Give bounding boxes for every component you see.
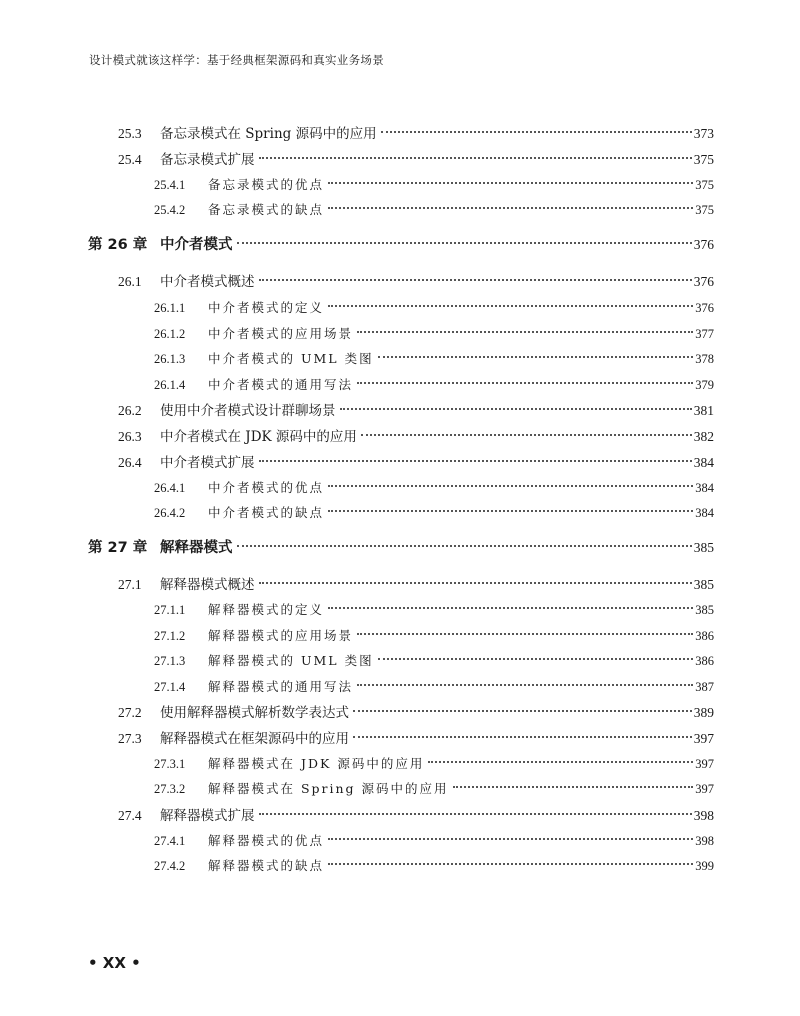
toc-entry-number: 第 27 章 xyxy=(88,540,148,556)
toc-entry-number: 27.3 xyxy=(118,731,142,746)
toc-entry-number: 27.3.1 xyxy=(154,757,186,771)
dot-leader xyxy=(328,485,693,487)
toc-entry[interactable] xyxy=(118,401,714,421)
toc-entry[interactable] xyxy=(118,427,714,447)
toc-entry[interactable] xyxy=(154,677,714,697)
dot-leader xyxy=(328,305,693,307)
toc-entry-number: 26.1 xyxy=(118,274,142,289)
dot-leader xyxy=(357,382,693,384)
toc-entry-number: 27.1.1 xyxy=(154,603,186,617)
toc-entry-title: 中介者模式扩展 xyxy=(160,455,255,471)
toc-entry-title: 解释器模式的定义 xyxy=(208,602,325,617)
running-header: 设计模式就该这样学：基于经典框架源码和真实业务场景 xyxy=(89,53,384,67)
toc-entry-page: 385 xyxy=(695,603,714,617)
toc-entry-page: 384 xyxy=(695,506,714,520)
toc-entry-page: 378 xyxy=(695,352,714,366)
toc-entry-page: 384 xyxy=(695,481,714,495)
toc-entry-number: 26.1.4 xyxy=(154,378,186,392)
toc-entry-page: 379 xyxy=(695,378,714,392)
toc-entry-title: 中介者模式的缺点 xyxy=(208,505,325,520)
dot-leader xyxy=(378,658,694,660)
toc-entry-number: 26.1.3 xyxy=(154,352,186,366)
toc-entry-page: 377 xyxy=(695,327,714,341)
page-number: • XX • xyxy=(88,954,141,972)
toc-entry-title: 中介者模式在 JDK 源码中的应用 xyxy=(160,429,357,445)
toc-entry-title: 解释器模式在框架源码中的应用 xyxy=(160,731,349,747)
toc-entry-number: 27.3.2 xyxy=(154,782,186,796)
toc-entry-title: 中介者模式的 UML 类图 xyxy=(208,351,374,366)
toc-entry[interactable] xyxy=(154,779,714,799)
dot-leader xyxy=(259,813,692,815)
dot-leader xyxy=(353,736,692,738)
toc-entry-title: 解释器模式的 UML 类图 xyxy=(208,653,374,668)
toc-entry-number: 26.4.1 xyxy=(154,481,186,495)
dot-leader xyxy=(353,710,692,712)
dot-leader xyxy=(259,279,692,281)
toc-entry-title: 中介者模式的定义 xyxy=(208,300,325,315)
toc-chapter-entry[interactable] xyxy=(88,235,714,255)
toc-entry-page: 398 xyxy=(693,808,714,823)
toc-entry-number: 27.1.2 xyxy=(154,629,186,643)
toc-entry[interactable] xyxy=(154,349,714,369)
toc-entry[interactable] xyxy=(154,600,714,620)
toc-entry-title: 中介者模式 xyxy=(160,237,233,253)
toc-entry[interactable] xyxy=(118,703,714,723)
toc-entry-number: 27.4.1 xyxy=(154,834,186,848)
toc-entry-number: 25.4.1 xyxy=(154,178,186,192)
toc-entry[interactable] xyxy=(154,503,714,523)
toc-entry-number: 25.4 xyxy=(118,152,142,167)
toc-entry[interactable] xyxy=(154,200,714,220)
toc-entry-title: 备忘录模式扩展 xyxy=(160,152,255,168)
toc-entry[interactable] xyxy=(118,150,714,170)
toc-entry-title: 解释器模式 xyxy=(160,540,233,556)
dot-leader xyxy=(453,786,694,788)
toc-chapter-entry[interactable] xyxy=(88,538,714,558)
toc-entry[interactable] xyxy=(154,175,714,195)
toc-entry[interactable] xyxy=(154,651,714,671)
toc-entry[interactable] xyxy=(154,626,714,646)
toc-entry-number: 26.1.2 xyxy=(154,327,186,341)
toc-entry[interactable] xyxy=(118,124,714,144)
toc-entry[interactable] xyxy=(154,478,714,498)
dot-leader xyxy=(328,182,693,184)
dot-leader xyxy=(259,157,692,159)
toc-entry-title: 中介者模式的应用场景 xyxy=(208,326,354,341)
toc-entry-page: 384 xyxy=(693,455,714,470)
toc-entry-page: 397 xyxy=(693,731,714,746)
toc-entry-page: 387 xyxy=(695,680,714,694)
toc-entry-title: 中介者模式概述 xyxy=(160,274,255,290)
toc-entry[interactable] xyxy=(154,298,714,318)
toc-entry-page: 397 xyxy=(695,782,714,796)
dot-leader xyxy=(237,545,692,547)
dot-leader xyxy=(328,607,693,609)
toc-entry-title: 解释器模式在 JDK 源码中的应用 xyxy=(208,756,425,771)
toc-entry-page: 376 xyxy=(693,274,714,289)
toc-entry[interactable] xyxy=(154,831,714,851)
toc-entry-title: 使用解释器模式解析数学表达式 xyxy=(160,705,349,721)
toc-entry-page: 385 xyxy=(693,540,714,555)
toc-entry-title: 中介者模式的优点 xyxy=(208,480,325,495)
toc-entry-page: 376 xyxy=(695,301,714,315)
toc-entry-number: 26.3 xyxy=(118,429,142,444)
toc-entry-title: 解释器模式在 Spring 源码中的应用 xyxy=(208,781,449,796)
dot-leader xyxy=(361,434,692,436)
toc-entry[interactable] xyxy=(118,272,714,292)
toc-entry-title: 中介者模式的通用写法 xyxy=(208,377,354,392)
toc-entry-page: 398 xyxy=(695,834,714,848)
toc-entry-number: 27.4 xyxy=(118,808,142,823)
dot-leader xyxy=(378,356,694,358)
toc-entry-title: 备忘录模式的缺点 xyxy=(208,202,325,217)
toc-entry[interactable] xyxy=(118,453,714,473)
dot-leader xyxy=(259,460,692,462)
toc-entry-number: 27.1.3 xyxy=(154,654,186,668)
toc-entry-page: 385 xyxy=(693,577,714,592)
dot-leader xyxy=(328,207,693,209)
toc-entry-page: 386 xyxy=(695,629,714,643)
toc-entry-page: 375 xyxy=(695,178,714,192)
toc-entry-title: 解释器模式的优点 xyxy=(208,833,325,848)
dot-leader xyxy=(357,633,693,635)
toc-entry-page: 386 xyxy=(695,654,714,668)
toc-entry-page: 375 xyxy=(693,152,714,167)
toc-entry[interactable] xyxy=(118,575,714,595)
dot-leader xyxy=(340,408,692,410)
toc-entry-page: 373 xyxy=(693,126,714,141)
toc-entry-title: 使用中介者模式设计群聊场景 xyxy=(160,403,336,419)
toc-entry-page: 375 xyxy=(695,203,714,217)
toc-entry-title: 解释器模式的通用写法 xyxy=(208,679,354,694)
toc-entry-page: 389 xyxy=(693,705,714,720)
toc-entry[interactable] xyxy=(118,806,714,826)
dot-leader xyxy=(259,582,692,584)
toc-entry[interactable] xyxy=(154,856,714,876)
toc-entry-page: 382 xyxy=(693,429,714,444)
dot-leader xyxy=(428,761,693,763)
toc-entry-number: 27.1.4 xyxy=(154,680,186,694)
dot-leader xyxy=(328,838,693,840)
toc-entry-title: 解释器模式扩展 xyxy=(160,808,255,824)
toc-entry-number: 25.4.2 xyxy=(154,203,186,217)
toc-entry[interactable] xyxy=(118,729,714,749)
toc-entry-page: 376 xyxy=(693,237,714,252)
toc-entry-number: 27.1 xyxy=(118,577,142,592)
toc-entry-number: 26.1.1 xyxy=(154,301,186,315)
toc-entry[interactable] xyxy=(154,324,714,344)
toc-entry-number: 第 26 章 xyxy=(88,237,148,253)
toc-entry[interactable] xyxy=(154,754,714,774)
toc-entry-number: 26.4 xyxy=(118,455,142,470)
dot-leader xyxy=(381,131,692,133)
dot-leader xyxy=(357,331,693,333)
dot-leader xyxy=(328,510,693,512)
toc-entry-page: 397 xyxy=(695,757,714,771)
toc-entry-title: 解释器模式的缺点 xyxy=(208,858,325,873)
toc-entry-title: 解释器模式的应用场景 xyxy=(208,628,354,643)
toc-entry-number: 25.3 xyxy=(118,126,142,141)
toc-entry[interactable] xyxy=(154,375,714,395)
dot-leader xyxy=(328,863,693,865)
toc-entry-page: 381 xyxy=(693,403,714,418)
toc-entry-number: 26.4.2 xyxy=(154,506,186,520)
dot-leader xyxy=(357,684,693,686)
toc-entry-number: 26.2 xyxy=(118,403,142,418)
toc-entry-number: 27.2 xyxy=(118,705,142,720)
dot-leader xyxy=(237,242,692,244)
toc-entry-page: 399 xyxy=(695,859,714,873)
toc-entry-number: 27.4.2 xyxy=(154,859,186,873)
toc-entry-title: 备忘录模式的优点 xyxy=(208,177,325,192)
toc-entry-title: 备忘录模式在 Spring 源码中的应用 xyxy=(160,126,377,142)
toc-entry-title: 解释器模式概述 xyxy=(160,577,255,593)
